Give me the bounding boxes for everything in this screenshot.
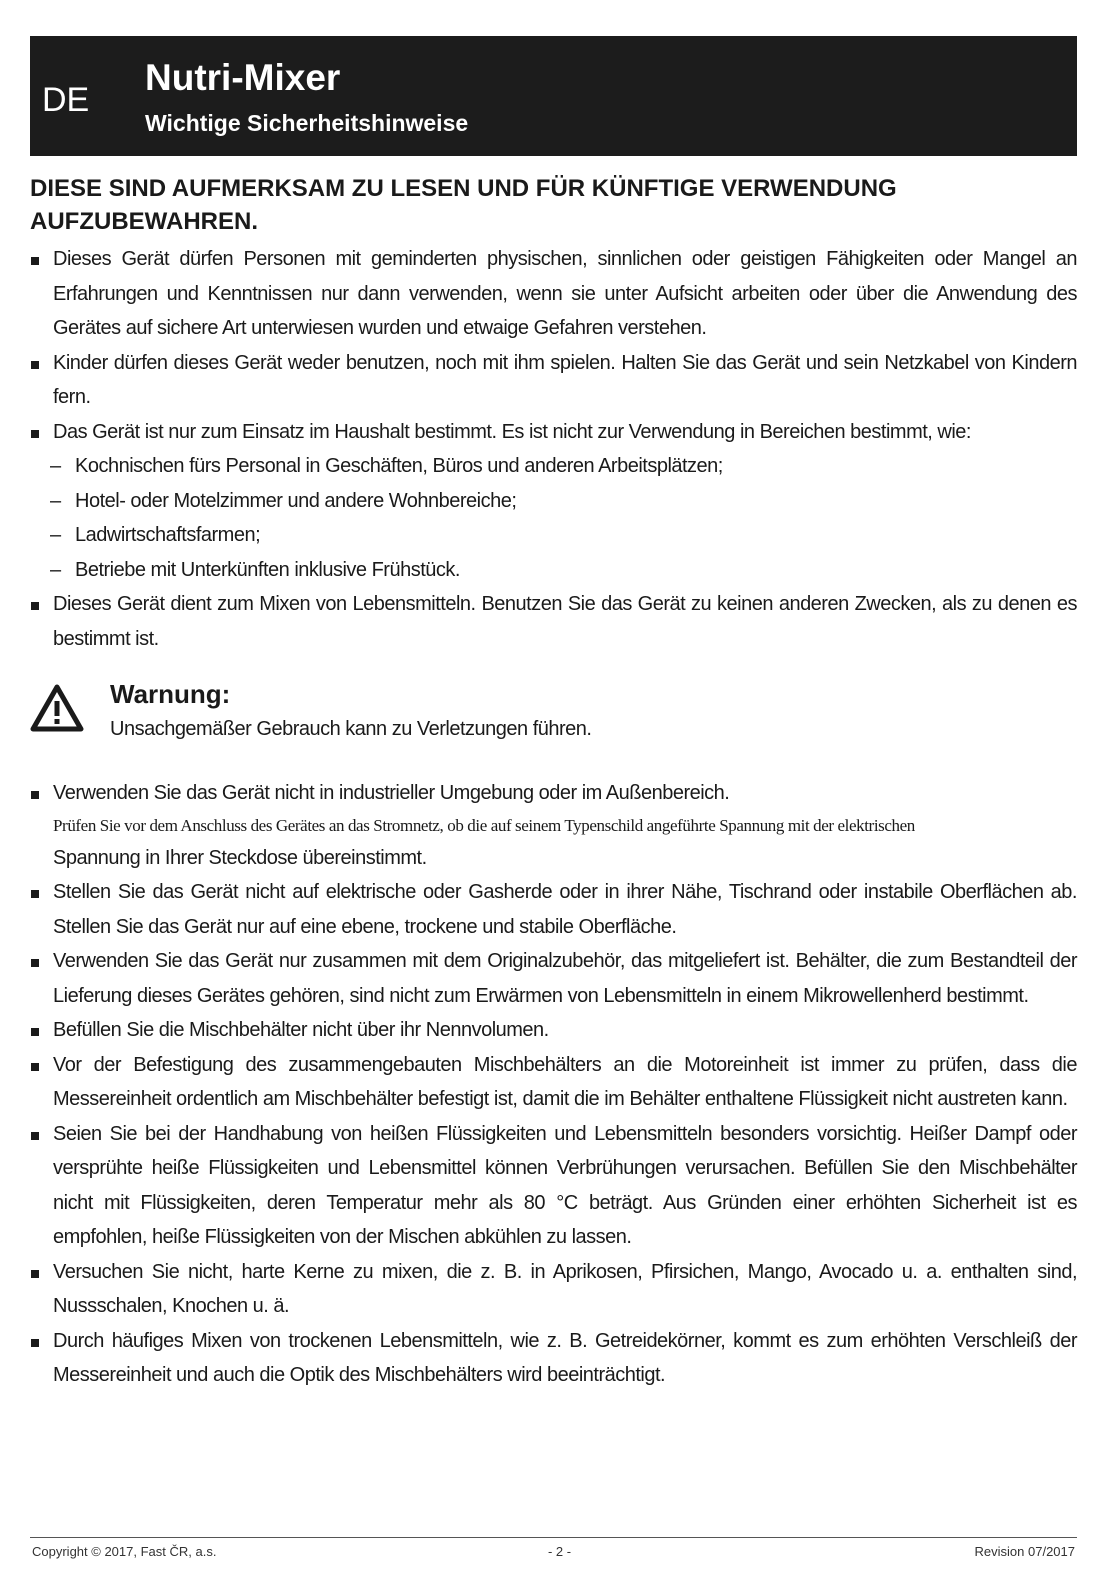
list-item: Kinder dürfen dieses Gerät weder benutzen, noch mit ihm spielen. Halten Sie das Gerät und sein Netzkabel von Kindern fern. [30, 346, 1077, 415]
language-code: DE [42, 81, 90, 119]
excluded-areas-list [30, 449, 1077, 587]
list-item: Dieses Gerät dürfen Personen mit geminderten physischen, sinnlichen oder geistigen Fähigkeiten oder Mangel an Erfahrungen und Kenntnissen nur dann verwenden, wenn sie unter Aufsicht arbeiten oder über die Anwendung des Gerätes auf sichere Art unterwiesen wurden und etwaige Gefahren verstehen. [30, 242, 1077, 346]
list-item [30, 415, 1077, 450]
list-item-text: Das Gerät ist nur zum Einsatz im Haushalt bestimmt. Es ist nicht zur Verwendung in Bereichen bestimmt, wie: [53, 420, 971, 443]
footer-divider [30, 1537, 1077, 1538]
product-title: Nutri-Mixer [145, 57, 341, 98]
list-item: Befüllen Sie die Mischbehälter nicht über ihr Nennvolumen. [30, 1013, 1077, 1048]
list-item: Vor der Befestigung des zusammengebauten Mischbehälters an die Motoreinheit ist immer zu prüfen, dass die Messereinheit ordentlich am Mischbehälter befestigt ist, damit die im Behälter enthaltene Flüssigkeit nicht austreten kann. [30, 1048, 1077, 1117]
safety-list-1b [30, 587, 1077, 656]
list-item: Durch häufiges Mixen von trockenen Lebensmitteln, wie z. B. Getreidekörner, kommt es zum erhöhten Verschleiß der Messereinheit und auch die Optik des Mischbehälters wird beeinträchtigt. [30, 1324, 1077, 1393]
sub-list-item: – Ladwirtschaftsfarmen; [30, 518, 1077, 553]
list-item: Verwenden Sie das Gerät nur zusammen mit dem Originalzubehör, das mitgeliefert ist. Behälter, die zum Bestandteil der Lieferung dieses Gerätes gehören, sind nicht zum Erwärmen von Lebensmitteln in einem Mikrowellenherd bestimmt. [30, 944, 1077, 1013]
warning-box [30, 672, 1077, 764]
list-item: Seien Sie bei der Handhabung von heißen Flüssigkeiten und Lebensmitteln besonders vorsichtig. Heißer Dampf oder versprühte heiße Flüssigkeiten und Lebensmittel können Verbrühungen verursachen. Befüllen Sie den Mischbehälter nicht mit Flüssigkeiten, deren Temperatur mehr als 80 °C beträgt. Aus Gründen einer erhöhten Sicherheit ist es empfohlen, heiße Flüssigkeiten von der Mischen abkühlen zu lassen. [30, 1117, 1077, 1255]
warning-triangle-icon [30, 684, 84, 732]
list-item: Dieses Gerät dient zum Mixen von Lebensmitteln. Benutzen Sie das Gerät zu keinen anderen Zwecken, als zu denen es bestimmt ist. [30, 587, 1077, 656]
read-carefully-heading: DIESE SIND AUFMERKSAM ZU LESEN UND FÜR KÜNFTIGE VERWENDUNG AUFZUBEWAHREN. [30, 175, 897, 235]
warning-text: Unsachgemäßer Gebrauch kann zu Verletzungen führen. [110, 718, 592, 740]
safety-list-2 [30, 776, 1077, 1393]
list-item-line: Spannung in Ihrer Steckdose übereinstimmt. [53, 846, 427, 869]
section-subtitle: Wichtige Sicherheitshinweise [145, 110, 469, 136]
sub-list-item: – Betriebe mit Unterkünften inklusive Frühstück. [30, 553, 1077, 588]
warning-title: Warnung: [110, 679, 231, 709]
main-content [30, 172, 1077, 1393]
sub-list-item: – Hotel- oder Motelzimmer und andere Wohnbereiche; [30, 484, 1077, 519]
page-header [30, 36, 1077, 156]
safety-list-1 [30, 242, 1077, 449]
list-item: Versuchen Sie nicht, harte Kerne zu mixen, die z. B. in Aprikosen, Pfirsichen, Mango, Avocado u. a. enthalten sind, Nussschalen, Knochen u. ä. [30, 1255, 1077, 1324]
list-item: Stellen Sie das Gerät nicht auf elektrische oder Gasherde oder in ihrer Nähe, Tischrand oder instabile Oberflächen ab. Stellen Sie das Gerät nur auf eine ebene, trockene und stabile Oberfläche. [30, 875, 1077, 944]
list-item-line: Verwenden Sie das Gerät nicht in industrieller Umgebung oder im Außenbereich. [53, 782, 730, 804]
footer-copyright: Copyright © 2017, Fast ČR, a.s. [32, 1544, 217, 1559]
footer-page-number: - 2 - [547, 1544, 572, 1559]
list-item [30, 776, 1077, 875]
sub-list-item: – Kochnischen fürs Personal in Geschäften, Büros und anderen Arbeitsplätzen; [30, 449, 1077, 484]
voltage-check-line: Prüfen Sie vor dem Anschluss des Gerätes an das Stromnetz, ob die auf seinem Typenschild angeführte Spannung mit der elektrischen [53, 815, 915, 835]
footer-revision: Revision 07/2017 [974, 1544, 1075, 1559]
